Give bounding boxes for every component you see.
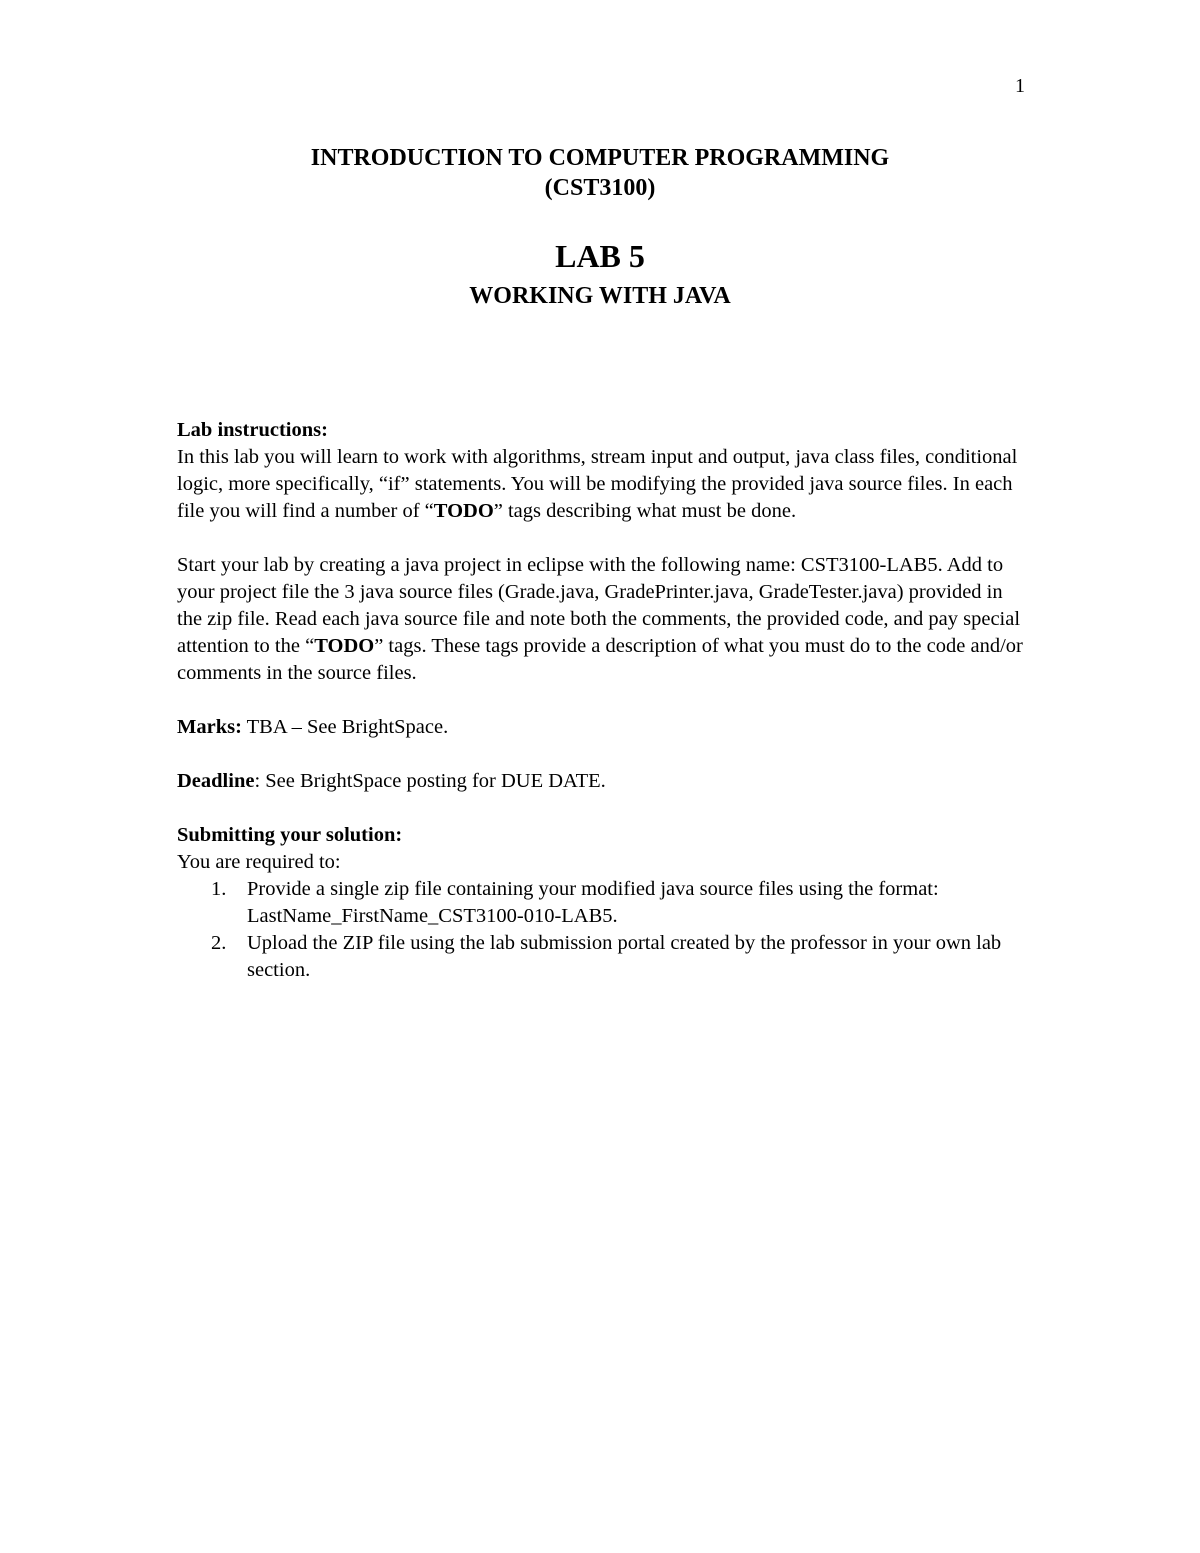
marks-text: TBA – See BrightSpace.: [241, 716, 449, 738]
document-body: [177, 417, 1027, 984]
instructions-paragraph-2-text-b: ” tags. These tags provide a description of what you must do to the code and/or comments in the source files.: [177, 635, 1023, 684]
deadline-text: : See BrightSpace posting for DUE DATE.: [254, 770, 606, 792]
todo-tag-1: TODO: [433, 500, 494, 522]
instructions-paragraph-2-text-a: Start your lab by creating a java project in eclipse with the following name: CST3100-LAB5. Add to your project file the 3 java source files (Grade.java, GradePrinter.java, GradeTester.java) provided in the zip file. Read each java source file and note both the comments, the provided code, and pay special attention to the “: [177, 554, 1021, 657]
instructions-heading: Lab instructions:: [177, 419, 328, 441]
list-item-text: Upload the ZIP file using the lab submission portal created by the professor in your own lab section.: [247, 932, 1002, 981]
instructions-paragraph-1-text-a: In this lab you will learn to work with algorithms, stream input and output, java class files, conditional logic, more specifically, “if” statements. You will be modifying the provided java source files. In each file you will find a number of “: [177, 446, 1018, 522]
list-item-text: Provide a single zip file containing your modified java source files using the format: LastName_FirstName_CST3100-010-LAB5.: [247, 878, 939, 927]
deadline-line: [177, 768, 1027, 795]
list-item: [177, 930, 1027, 984]
lab-number: LAB 5: [555, 238, 645, 274]
todo-tag-2: TODO: [314, 635, 375, 657]
marks-label: Marks:: [177, 716, 242, 738]
instructions-paragraph-1: [177, 444, 1027, 525]
course-title: INTRODUCTION TO COMPUTER PROGRAMMING: [310, 145, 890, 171]
list-item-number: 1.: [211, 878, 227, 900]
instructions-paragraph-2: [177, 552, 1027, 687]
instructions-paragraph-1-text-b: ” tags describing what must be done.: [493, 500, 797, 522]
list-item: [177, 876, 1027, 930]
list-item-number: 2.: [211, 932, 227, 954]
course-header: [0, 143, 1200, 203]
submission-steps-list: [177, 876, 1027, 984]
course-code: (CST3100): [544, 175, 656, 201]
deadline-label: Deadline: [177, 770, 255, 792]
lab-subtitle: WORKING WITH JAVA: [469, 283, 731, 309]
marks-line: [177, 714, 1027, 741]
submitting-intro: You are required to:: [177, 851, 341, 873]
page-number: 1: [1015, 75, 1025, 97]
submitting-heading: Submitting your solution:: [177, 824, 403, 846]
